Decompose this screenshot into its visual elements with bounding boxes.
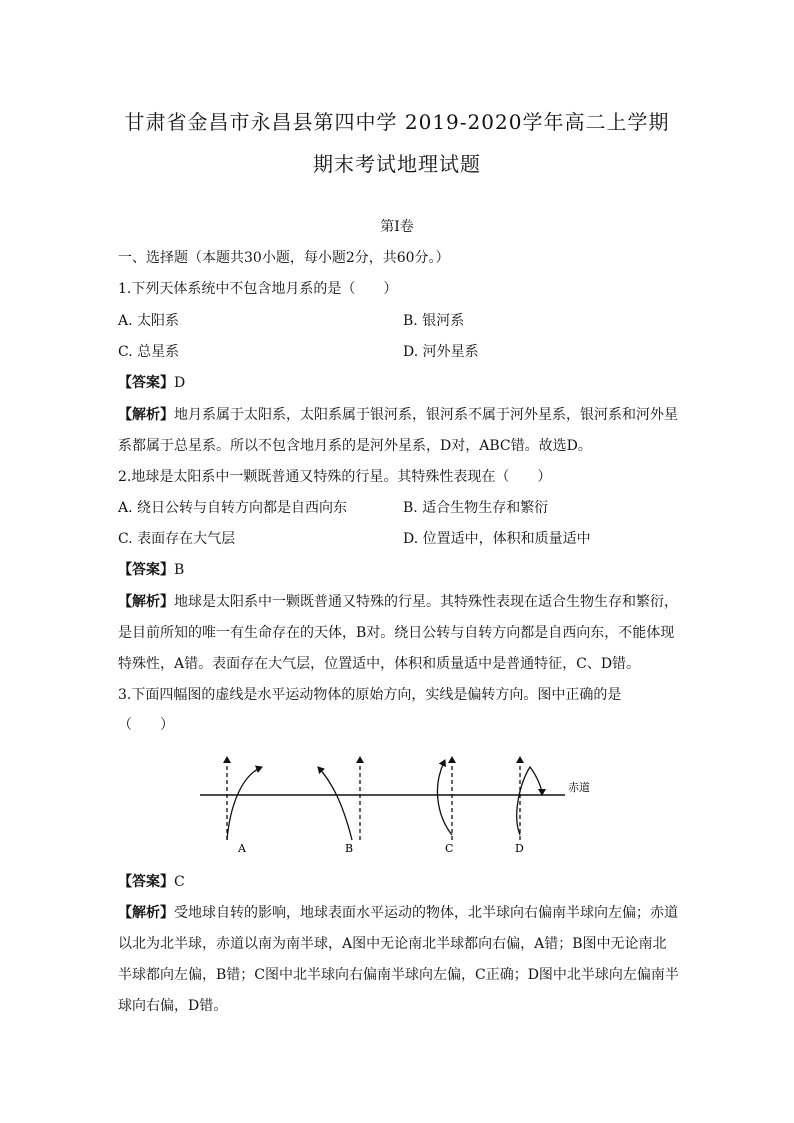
- analysis-label: 【解析】: [118, 594, 174, 610]
- answer-value: C: [174, 874, 185, 890]
- doc-title-line1: 甘肃省金昌市永昌县第四中学 2019-2020学年高二上学期: [124, 110, 670, 134]
- answer-value: D: [174, 375, 186, 391]
- q1-option-a: A. 太阳系: [118, 313, 180, 329]
- q2-answer: [118, 560, 678, 580]
- analysis-text: 受地球自转的影响，地球表面水平运动的物体，北半球向右偏南半球向左偏；赤道: [174, 905, 678, 921]
- q3-analysis-line2: 以北为北半球，赤道以南为南半球，A图中无论南北半球都向右偏，A错；B图中无论南北: [118, 936, 667, 952]
- q2-option-d: D. 位置适中，体积和质量适中: [403, 531, 591, 547]
- q2-option-b: B. 适合生物生存和繁衍: [403, 500, 549, 516]
- answer-label: 【答案】: [118, 562, 174, 578]
- q1-answer: [118, 373, 678, 393]
- answer-label: 【答案】: [118, 874, 174, 890]
- answer-value: B: [174, 562, 185, 578]
- q1-option-d: D. 河外星系: [403, 344, 479, 360]
- q3-answer: [118, 872, 678, 892]
- analysis-text: 地月系属于太阳系，太阳系属于银河系，银河系不属于河外星系，银河系和河外星: [174, 407, 678, 423]
- q1-option-b: B. 银河系: [403, 313, 465, 329]
- q2-analysis-line2: 是目前所知的唯一有生命存在的天体，B对。绕日公转与自转方向都是自西向东，不能体现: [118, 625, 675, 641]
- q2-analysis-line3: 特殊性，A错。表面存在大气层，位置适中，体积和质量适中是普通特征，C、D错。: [118, 656, 641, 672]
- q2-stem: 2.地球是太阳系中一颗既普通又特殊的行星。其特殊性表现在（ ）: [118, 469, 552, 485]
- part-heading: 一、选择题（本题共30小题，每小题2分，共60分。）: [118, 250, 450, 266]
- q1-analysis-line2: 系都属于总星系。所以不包含地月系的是河外星系，D对，ABC错。故选D。: [118, 438, 592, 454]
- figure-a-deflection-curve: [227, 767, 262, 840]
- q3-analysis-line3: 半球都向左偏，B错；C图中北半球向右偏南半球向左偏，C正确；D图中北半球向左偏南半: [118, 967, 679, 983]
- q3-stem-line2: （ ）: [118, 717, 174, 733]
- section-heading: 第I卷: [380, 219, 414, 235]
- figure-b-label: B: [345, 842, 354, 855]
- analysis-text: 地球是太阳系中一颗既普通又特殊的行星。其特殊性表现在适合生物生存和繁衍，: [174, 594, 678, 610]
- q2-analysis-line1: [118, 592, 678, 612]
- q3-analysis-line4: 球向右偏，D错。: [118, 998, 228, 1014]
- answer-label: 【答案】: [118, 375, 174, 391]
- q2-option-a: A. 绕日公转与自转方向都是自西向东: [118, 500, 348, 516]
- q2-option-c: C. 表面存在大气层: [118, 531, 236, 547]
- q1-option-c: C. 总星系: [118, 344, 180, 360]
- equator-label: 赤道: [568, 781, 590, 794]
- coriolis-figure: [190, 745, 610, 860]
- figure-c-deflection-curve: [437, 760, 452, 835]
- q3-analysis-line1: [118, 903, 678, 923]
- doc-title-line2: 期末考试地理试题: [313, 152, 481, 176]
- q1-stem: 1.下列天体系统中不包含地月系的是（ ）: [118, 281, 398, 297]
- figure-b-deflection-curve: [318, 767, 352, 840]
- figure-a-label: A: [238, 842, 246, 855]
- q1-analysis-line1: [118, 405, 678, 425]
- analysis-label: 【解析】: [118, 905, 174, 921]
- figure-c-label: C: [445, 842, 454, 855]
- analysis-label: 【解析】: [118, 407, 174, 423]
- q3-stem-line1: 3.下面四幅图的虚线是水平运动物体的原始方向，实线是偏转方向。图中正确的是: [118, 687, 622, 703]
- figure-d-label: D: [515, 842, 524, 855]
